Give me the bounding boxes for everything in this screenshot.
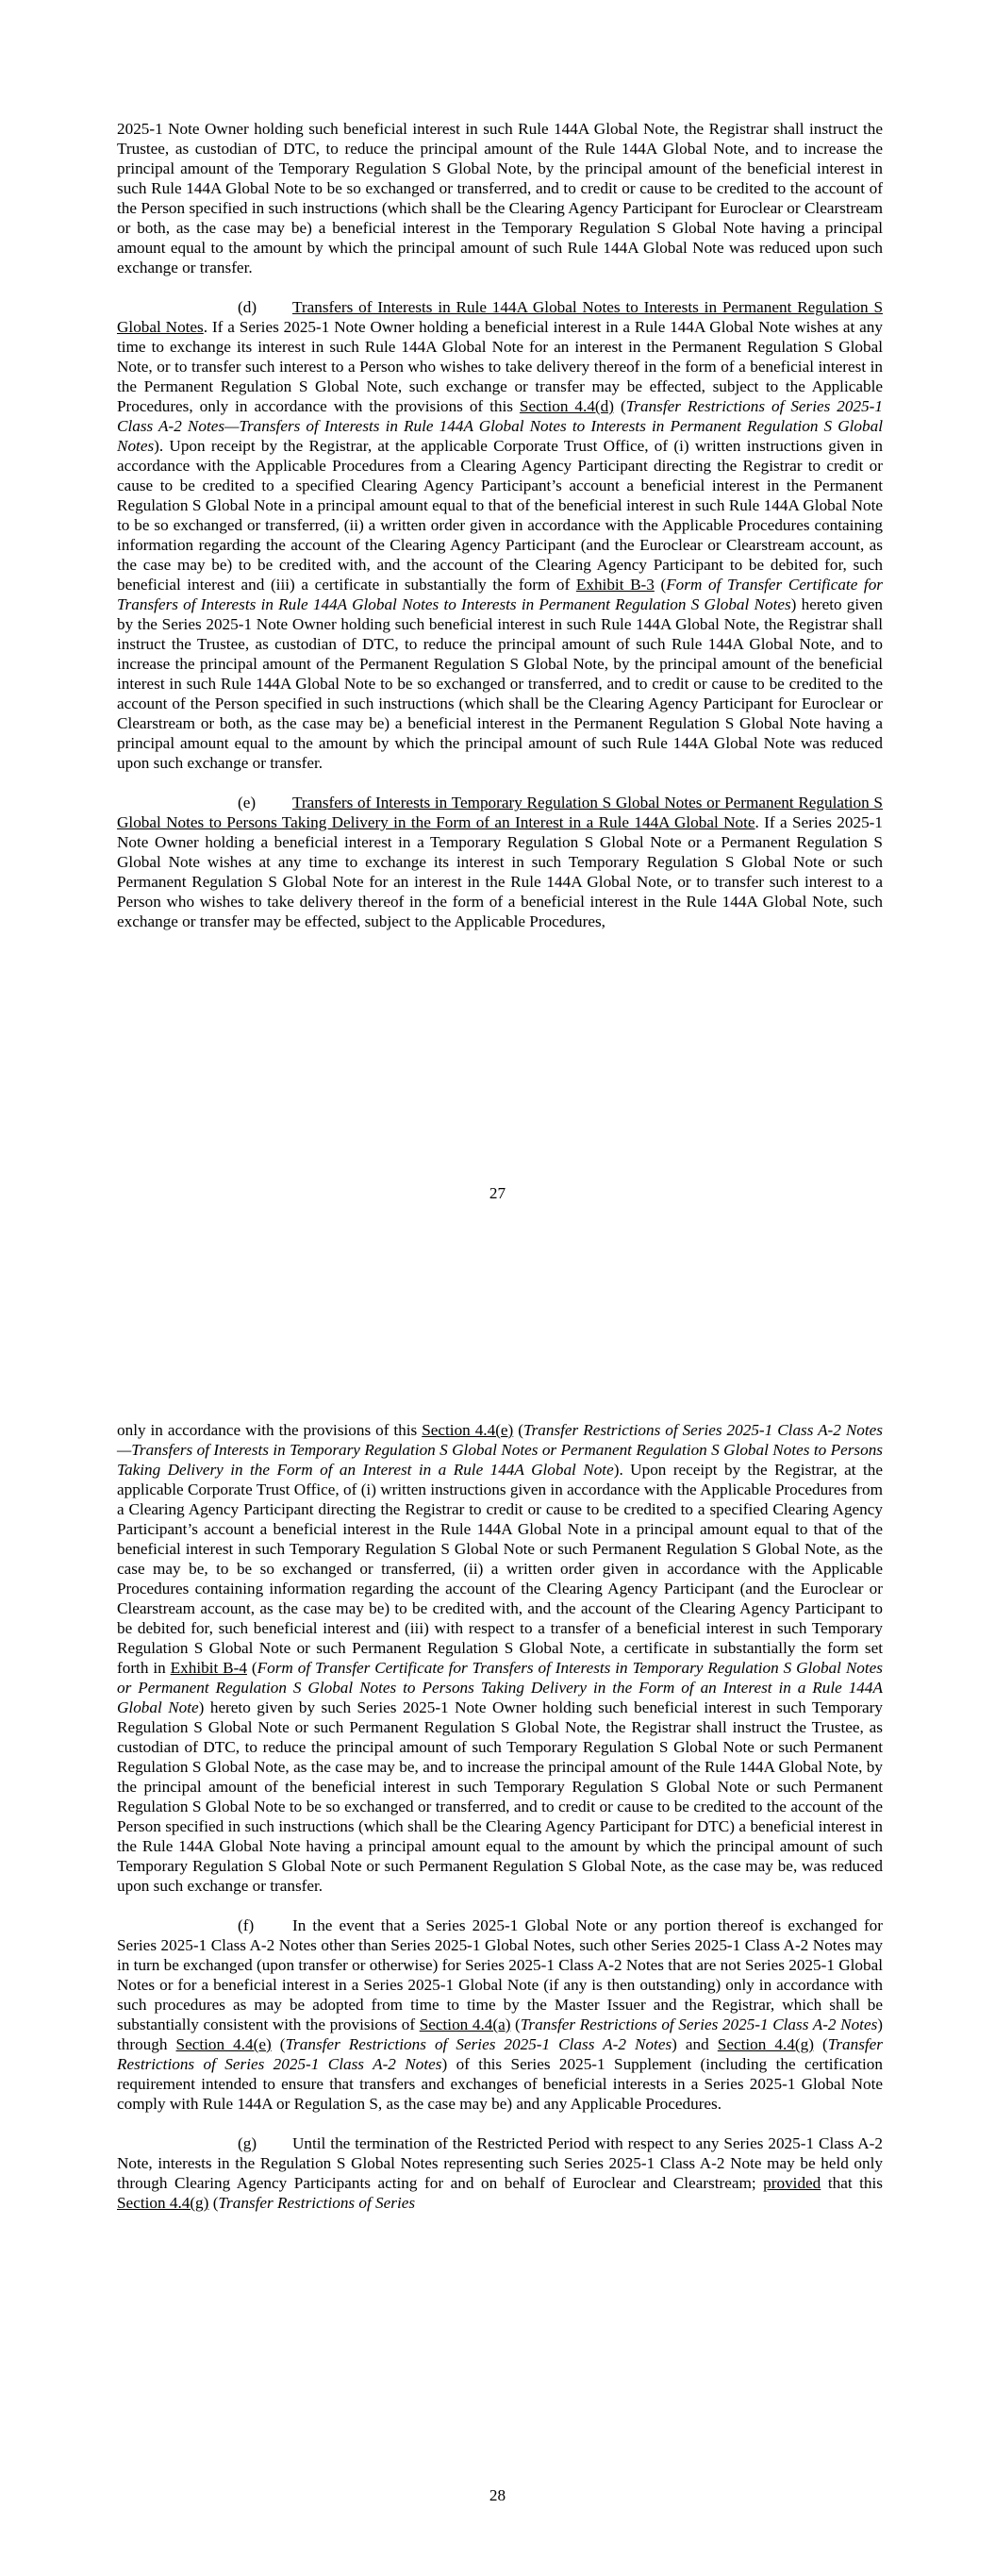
paragraph-text: ( xyxy=(246,1659,257,1677)
paragraph-label: (d) xyxy=(238,298,257,316)
paragraph-text: ) hereto given by the Series 2025-1 Note Owner holding such beneficial interest in such Rule 144A Global Note, the Registrar shall instruct the Trustee, as custodian of DTC, to reduce the principal amount of such Rule 144A Global Note, and to increase the principal amount of the Permanent Regulation S Global Note, by the principal amount of the beneficial interest in such Rule 144A Global Note to be so exchanged or transferred, and to credit or cause to be credited to the account of the Person specified in such instructions (which shall be the Clearing Agency Participant for Euroclear or Clearstream or both, as the case may be) a beneficial interest in the Permanent Regulation S Global Note having a principal amount equal to the amount by which the principal amount of such Rule 144A Global Note was reduced upon such exchange or transfer. xyxy=(117,595,883,772)
section-reference: Section 4.4(a) xyxy=(419,2016,511,2033)
exhibit-title-italic: Form of Transfer Certificate for Transfers of Interests in Rule 144A Global Notes to Interests in Permanent Regulation S Global Notes xyxy=(117,576,883,613)
page-28-body xyxy=(117,1420,883,2233)
section-title-italic: Transfer Restrictions of Series xyxy=(218,2194,416,2212)
paragraph-text: Until the termination of the Restricted Period with respect to any Series 2025-1 Class A-2 Note, interests in the Regulation S Global Notes representing such Series 2025-1 Class A-2 Note may be held only through Clearing Agency Participants acting for and on behalf of Euroclear and Clearstream; xyxy=(117,2134,883,2192)
paragraph-text: that this xyxy=(821,2174,883,2192)
paragraph-text: ( xyxy=(271,2035,286,2053)
section-title-italic: Transfer Restrictions of Series 2025-1 Class A-2 Notes xyxy=(520,2016,878,2033)
section-title-italic: Transfer Restrictions of Series 2025-1 Class A-2 Notes—Transfers of Interests in Rule 144A Global Notes to Interests in Permanent Regulation S Global Notes xyxy=(117,397,883,455)
section-reference: Section 4.4(g) xyxy=(117,2194,209,2212)
section-reference: Section 4.4(e) xyxy=(422,1421,514,1439)
paragraph-label: (f) xyxy=(238,1916,255,1934)
paragraph-text: only in accordance with the provisions of this xyxy=(117,1421,423,1439)
page-number: 28 xyxy=(489,2486,506,2504)
page-number: 27 xyxy=(489,1184,506,1202)
paragraph-e xyxy=(117,793,883,931)
paragraph-text: ). Upon receipt by the Registrar, at the applicable Corporate Trust Office, of (i) written instructions given in accordance with the Applicable Procedures from a Clearing Agency Participant directing the Registrar to credit or cause to be credited to a specified Clearing Agency Participant’s account a beneficial interest in the Rule 144A Global Note in a principal amount equal to that of the beneficial interest in such Temporary Regulation S Global Note or such Permanent Regulation S Global Note, as the case may be, to be so exchanged or transferred, (ii) a written order given in accordance with the Applicable Procedures containing information regarding the account of the Clearing Agency Participant (and the Euroclear or Clearstream account, as the case may be) to be credited with, and the account of the Clearing Agency Participant to be debited for, such beneficial interest and (iii) with respect to a transfer of a beneficial interest in such Temporary Regulation S Global Note or such Permanent Regulation S Global Note, a certificate in substantially the form set forth in xyxy=(117,1461,883,1677)
paragraph-continuation xyxy=(117,1420,883,1896)
paragraph-g xyxy=(117,2133,883,2213)
paragraph-text: 2025-1 Note Owner holding such beneficial interest in such Rule 144A Global Note, the Registrar shall instruct the Trustee, as custodian of DTC, to reduce the principal amount of the Rule 144A Global Note, and to increase the principal amount of the Temporary Regulation S Global Note, by the principal amount of the beneficial interest in such Rule 144A Global Note to be so exchanged or transferred, and to credit or cause to be credited to the account of the Person specified in such instructions (which shall be the Clearing Agency Participant for Euroclear or Clearstream or both, as the case may be) a beneficial interest in the Temporary Regulation S Global Note having a principal amount equal to the amount by which the principal amount of such Rule 144A Global Note was reduced upon such exchange or transfer. xyxy=(117,120,883,276)
paragraph-text: ( xyxy=(654,576,667,594)
exhibit-reference: Exhibit B-4 xyxy=(170,1659,247,1677)
paragraph-d xyxy=(117,297,883,773)
paragraph-text: ) of this Series 2025-1 Supplement (including the certification requirement intended to ensure that transfers and exchanges of beneficial interests in a Series 2025-1 Global Note comply with Rule 144A or Regulation S, as the case may be) and any Applicable Procedures. xyxy=(117,2055,883,2113)
paragraph-text: . If a Series 2025-1 Note Owner holding a beneficial interest in a Rule 144A Global Note wishes at any time to exchange its interest in such Rule 144A Global Note for an interest in the Permanent Regulation S Global Note, or to transfer such interest to a Person who wishes to take delivery thereof in the form of a beneficial interest in the Permanent Regulation S Global Note, such exchange or transfer may be effected, subject to the Applicable Procedures, only in accordance with the provisions of this xyxy=(117,318,883,415)
section-heading: Transfers of Interests in Rule 144A Global Notes to Interests in Permanent Regulation S Global Notes xyxy=(117,298,883,336)
section-title-italic: Transfer Restrictions of Series 2025-1 Class A-2 Notes xyxy=(285,2035,672,2053)
paragraph-text: In the event that a Series 2025-1 Global Note or any portion thereof is exchanged for Series 2025-1 Class A-2 Notes other than Series 2025-1 Global Notes, such other Series 2025-1 Class A-2 Notes may in turn be exchanged (upon transfer or otherwise) for Series 2025-1 Class A-2 Notes that are not Series 2025-1 Global Notes or for a beneficial interest in a Series 2025-1 Global Note (if any is then outstanding) only in accordance with such procedures as may be adopted from time to time by the Master Issuer and the Registrar, which shall be substantially consistent with the provisions of xyxy=(117,1916,883,2033)
page-27-body xyxy=(117,119,883,951)
paragraph-text: ( xyxy=(813,2035,828,2053)
section-title-italic: Transfer Restrictions of Series 2025-1 Class A-2 Notes—Transfers of Interests in Temporary Regulation S Global Notes or Permanent Regulation S Global Notes to Persons Taking Delivery in the Form of an Interest in a Rule 144A Global Note xyxy=(117,1421,883,1479)
paragraph-label: (g) xyxy=(238,2134,257,2152)
paragraph-continuation xyxy=(117,119,883,277)
paragraph-text: ) hereto given by such Series 2025-1 Note Owner holding such beneficial interest in such Temporary Regulation S Global Note or such Permanent Regulation S Global Note, the Registrar shall instruct the Trustee, as custodian of DTC, to reduce the principal amount of such Temporary Regulation S Global Note or such Permanent Regulation S Global Note, as the case may be, and to increase the principal amount of the Rule 144A Global Note, by the principal amount of the beneficial interest in such Temporary Regulation S Global Note or such Permanent Regulation S Global Note to be so exchanged or transferred, and to credit or cause to be credited to the account of the Person specified in such instructions (which shall be the Clearing Agency Participant for DTC) a beneficial interest in the Rule 144A Global Note having a principal amount equal to the amount by which the principal amount of such Temporary Regulation S Global Note or such Permanent Regulation S Global Note, as the case may be, was reduced upon such exchange or transfer. xyxy=(117,1698,883,1895)
paragraph-text: ) and xyxy=(672,2035,718,2053)
exhibit-title-italic: Form of Transfer Certificate for Transfers of Interests in Temporary Regulation S Global Notes or Permanent Regulation S Global Notes to Persons Taking Delivery in the Form of an Interest in a Rule 144A Global Note xyxy=(117,1659,883,1716)
paragraph-text: ). Upon receipt by the Registrar, at the applicable Corporate Trust Office, of (i) written instructions given in accordance with the Applicable Procedures from a Clearing Agency Participant directing the Registrar to credit or cause to be credited to a specified Clearing Agency Participant’s account a beneficial interest in the Permanent Regulation S Global Note in a principal amount equal to that of the beneficial interest in such Rule 144A Global Note to be so exchanged or transferred, (ii) a written order given in accordance with the Applicable Procedures containing information regarding the account of the Clearing Agency Participant (and the Euroclear or Clearstream account, as the case may be) to be credited with, and the account of the Clearing Agency Participant to be debited for, such beneficial interest and (iii) a certificate in substantially the form of xyxy=(117,437,883,594)
section-reference: Section 4.4(d) xyxy=(519,397,614,415)
paragraph-text: ( xyxy=(510,2016,521,2033)
paragraph-text: . If a Series 2025-1 Note Owner holding a beneficial interest in a Temporary Regulation S Global Note or a Permanent Regulation S Global Note wishes at any time to exchange its interest in such Temporary Regulation S Global Note or such Permanent Regulation S Global Note for an interest in the Rule 144A Global Note, or to transfer such interest to a Person who wishes to take delivery thereof in the form of a beneficial interest in the Rule 144A Global Note, such exchange or transfer may be effected, subject to the Applicable Procedures, xyxy=(117,813,883,930)
exhibit-reference: Exhibit B-3 xyxy=(575,576,655,594)
paragraph-text: ( xyxy=(613,397,626,415)
paragraph-f xyxy=(117,1915,883,2114)
paragraph-text: ) through xyxy=(117,2016,883,2053)
document-page-28 xyxy=(0,1288,995,2576)
section-heading: Transfers of Interests in Temporary Regulation S Global Notes or Permanent Regulation S Global Notes to Persons Taking Delivery in the Form of an Interest in a Rule 144A Global Note xyxy=(117,794,883,831)
defined-term: provided xyxy=(763,2174,821,2192)
paragraph-text: ( xyxy=(513,1421,523,1439)
section-reference: Section 4.4(e) xyxy=(175,2035,272,2053)
paragraph-text: ( xyxy=(208,2194,219,2212)
paragraph-label: (e) xyxy=(238,794,257,811)
section-reference: Section 4.4(g) xyxy=(717,2035,814,2053)
section-title-italic: Transfer Restrictions of Series 2025-1 Class A-2 Notes xyxy=(117,2035,883,2073)
